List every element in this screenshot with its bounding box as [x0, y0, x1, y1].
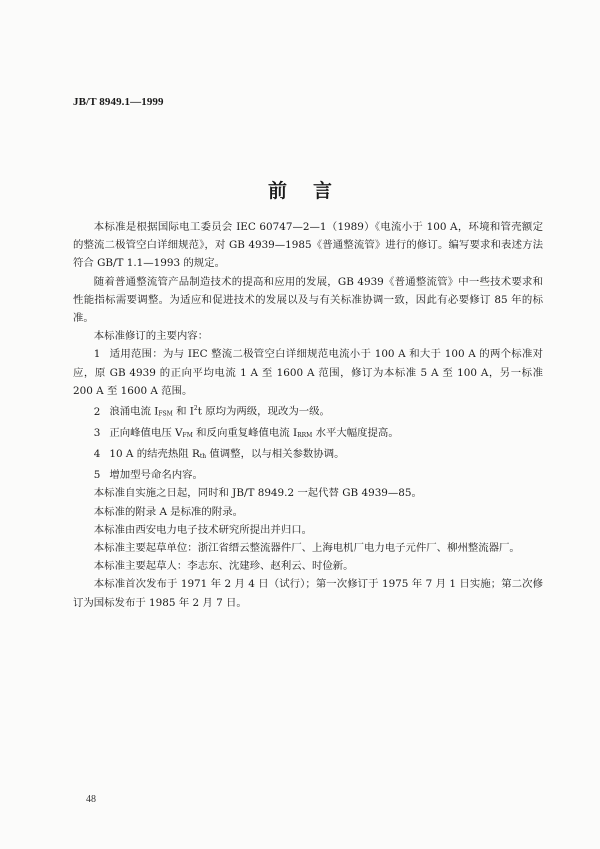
item-number: 1: [93, 348, 101, 361]
paragraph-motivation: 随着普通整流管产品制造技术的提高和应用的发展，GB 4939《普通整流管》中一些技术要求和性能指标需要调整。为适应和促进技术的发展以及与有关标准协调一致，因此有必要修订 85 年的标准。: [73, 275, 543, 325]
page-number: 48: [86, 794, 96, 805]
item-text: 适用范围：为与 IEC 整流二极管空白详细规范电流小于 100 A 和大于 100 A 的两个标准对应，原 GB 4939 的正向平均电流 1 A 至 1600 A 范围，修订为本标准 5 A 至 100 A，另一标准 200 A 至 1600 A 范围。: [73, 348, 543, 397]
revision-item-2: 2 浪涌电流 $I_{FSM}$ 和 $I^2t$ 原均为两级，现改为一级。: [73, 400, 543, 424]
paragraph-history: 本标准首次发布于 1971 年 2 月 4 日（试行）；第一次修订于 1975 年 7 月 1 日实施；第二次修订为国标发布于 1985 年 2 月 7 日。: [73, 578, 543, 609]
item-number: 3: [93, 426, 101, 439]
document-id: JB/T 8949.1—1999: [73, 96, 164, 108]
revision-item-1: [73, 345, 543, 400]
page-title: 前言: [267, 180, 358, 202]
paragraph-appendix: 本标准的附录 A 是标准的附录。: [93, 505, 243, 518]
item-text: 增加型号命名内容。: [109, 469, 203, 482]
item-number: 2: [93, 405, 101, 418]
paragraph-drafting-units: 本标准主要起草单位：浙江省缙云整流器件厂、上海电机厂电力电子元件厂、柳州整流器厂。: [93, 541, 520, 554]
paragraph-replacement: 本标准自实施之日起，同时和 JB/T 8949.2 一起代替 GB 4939—85。: [93, 487, 422, 500]
revision-item-3: 3 正向峰值电压 $V_{FM}$ 和反向重复峰值电流 $I_{RRM}$ 水平大幅度提高。: [73, 424, 543, 445]
item-number: 4: [93, 447, 101, 460]
preface-body: [73, 218, 543, 612]
revision-item-4: 4 10 A 的结壳热阻 $R_{th}$ 值调整，以与相关参数协调。: [73, 445, 543, 466]
paragraph-basis: 本标准是根据国际电工委员会 IEC 60747—2—1（1989）《电流小于 100 A，环境和管壳额定的整流二极管空白详细规范》，对 GB 4939—1985《普通整流管》进行的修订。编写要求和表述方法符合 GB/T 1.1—1993 的规定。: [73, 221, 543, 270]
revision-item-5: [73, 466, 543, 484]
paragraph-revision-intro: 本标准修订的主要内容：: [93, 330, 209, 343]
paragraph-drafters: 本标准主要起草人：李志东、沈建珍、赵利云、时俭新。: [93, 560, 354, 573]
item-number: 5: [93, 469, 101, 482]
paragraph-proposer: 本标准由西安电力电子技术研究所提出并归口。: [93, 523, 312, 536]
